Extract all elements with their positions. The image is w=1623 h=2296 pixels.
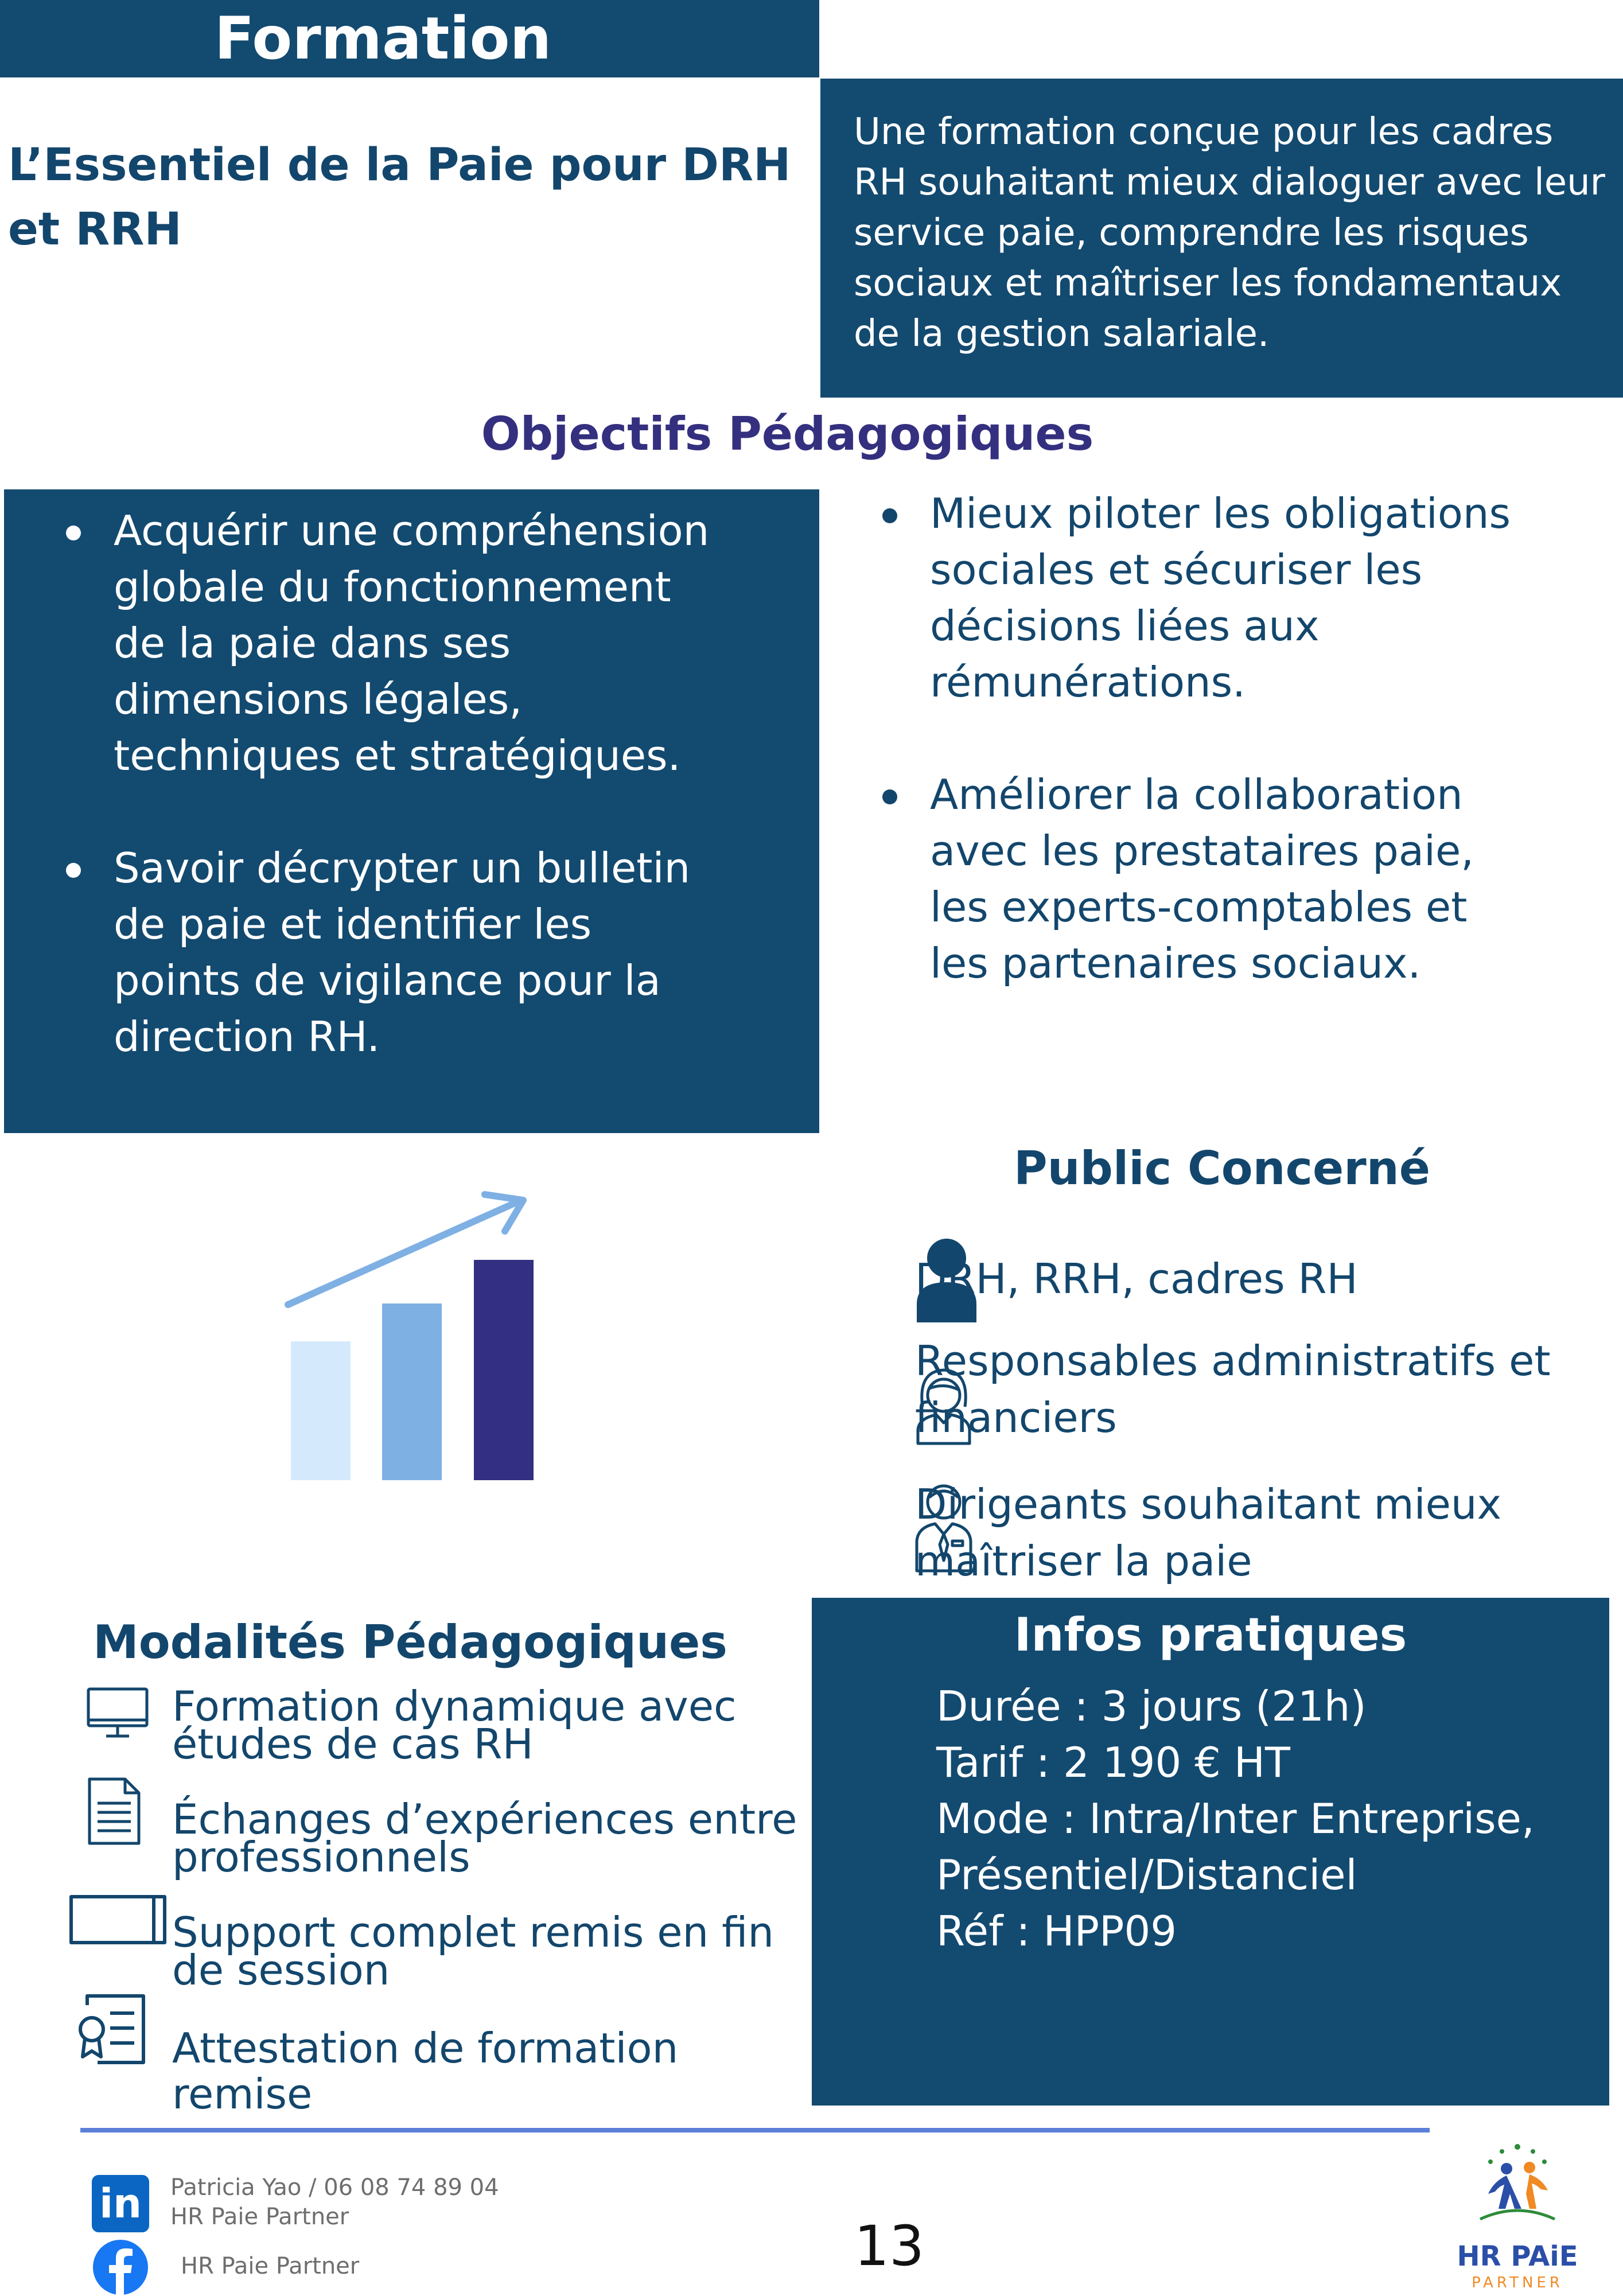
objectives-right-list bbox=[870, 485, 1535, 991]
monitor-icon bbox=[86, 1687, 149, 1738]
logo-main-text: HR PAiE bbox=[1457, 2240, 1578, 2272]
infos-line: Mode : Intra/Inter Entreprise, bbox=[936, 1795, 1535, 1843]
bar-tall bbox=[474, 1260, 534, 1480]
infos-line: Tarif : 2 190 € HT bbox=[936, 1738, 1290, 1787]
infos-line: Présentiel/Distanciel bbox=[936, 1851, 1357, 1899]
objective-item: Améliorer la collaboration avec les prestataires paie, les experts-comptables et les partenaires sociaux. bbox=[870, 766, 1535, 991]
footer-divider bbox=[80, 2128, 1430, 2132]
objective-item: Acquérir une compréhension globale du fonctionnement de la paie dans ses dimensions légales, techniques et stratégiques. bbox=[53, 503, 719, 784]
book-icon bbox=[68, 1893, 168, 1948]
objective-item: Mieux piloter les obligations sociales et sécuriser les décisions liées aux rémunérations. bbox=[870, 485, 1535, 710]
public-item: Dirigeants souhaitant mieux maîtriser la paie bbox=[915, 1480, 1502, 1585]
modality-item: Support complet remis en fin de session bbox=[172, 1908, 774, 1994]
growth-bar-chart-icon bbox=[275, 1182, 551, 1492]
document-icon bbox=[87, 1777, 142, 1846]
modalities-title: Modalités Pédagogiques bbox=[93, 1616, 727, 1669]
bar-short bbox=[291, 1341, 351, 1480]
certificate-icon bbox=[75, 1994, 146, 2065]
infos-title: Infos pratiques bbox=[1014, 1608, 1407, 1661]
modality-item: Formation dynamique avec études de cas RH bbox=[172, 1682, 737, 1768]
banner-title: Formation bbox=[214, 5, 552, 73]
page-number: 13 bbox=[854, 2214, 925, 2278]
modality-item: Attestation de formation remise bbox=[172, 2024, 679, 2118]
facebook-icon[interactable] bbox=[92, 2239, 149, 2296]
infos-line: Durée : 3 jours (21h) bbox=[936, 1682, 1367, 1730]
public-title: Public Concerné bbox=[1014, 1142, 1430, 1195]
public-item: DRH, RRH, cadres RH bbox=[915, 1255, 1358, 1303]
logo-sub-text: PARTNER bbox=[1472, 2274, 1563, 2291]
public-item: Responsables administratifs et financiers bbox=[915, 1337, 1551, 1442]
modality-item: Échanges d’expériences entre professionnels bbox=[172, 1795, 797, 1881]
hr-paie-logo-icon bbox=[1469, 2139, 1566, 2225]
intro-text: Une formation conçue pour les cadres RH souhaitant mieux dialoguer avec leur service paie, comprendre les risques sociaux et maîtriser les fondamentaux de la gestion salariale. bbox=[854, 111, 1605, 355]
infos-line: Réf : HPP09 bbox=[936, 1907, 1177, 1955]
objective-item: Savoir décrypter un bulletin de paie et identifier les points de vigilance pour la direction RH. bbox=[53, 840, 719, 1065]
linkedin-label[interactable]: HR Paie Partner bbox=[170, 2204, 349, 2230]
linkedin-icon[interactable]: in bbox=[92, 2175, 149, 2232]
footer-contact: Patricia Yao / 06 08 74 89 04 bbox=[170, 2174, 499, 2201]
bar-medium bbox=[382, 1303, 442, 1480]
course-title: L’Essentiel de la Paie pour DRH et RRH bbox=[8, 139, 791, 255]
facebook-label[interactable]: HR Paie Partner bbox=[181, 2253, 360, 2279]
objectives-title: Objectifs Pédagogiques bbox=[481, 407, 1094, 461]
objectives-left-list bbox=[53, 503, 719, 1065]
